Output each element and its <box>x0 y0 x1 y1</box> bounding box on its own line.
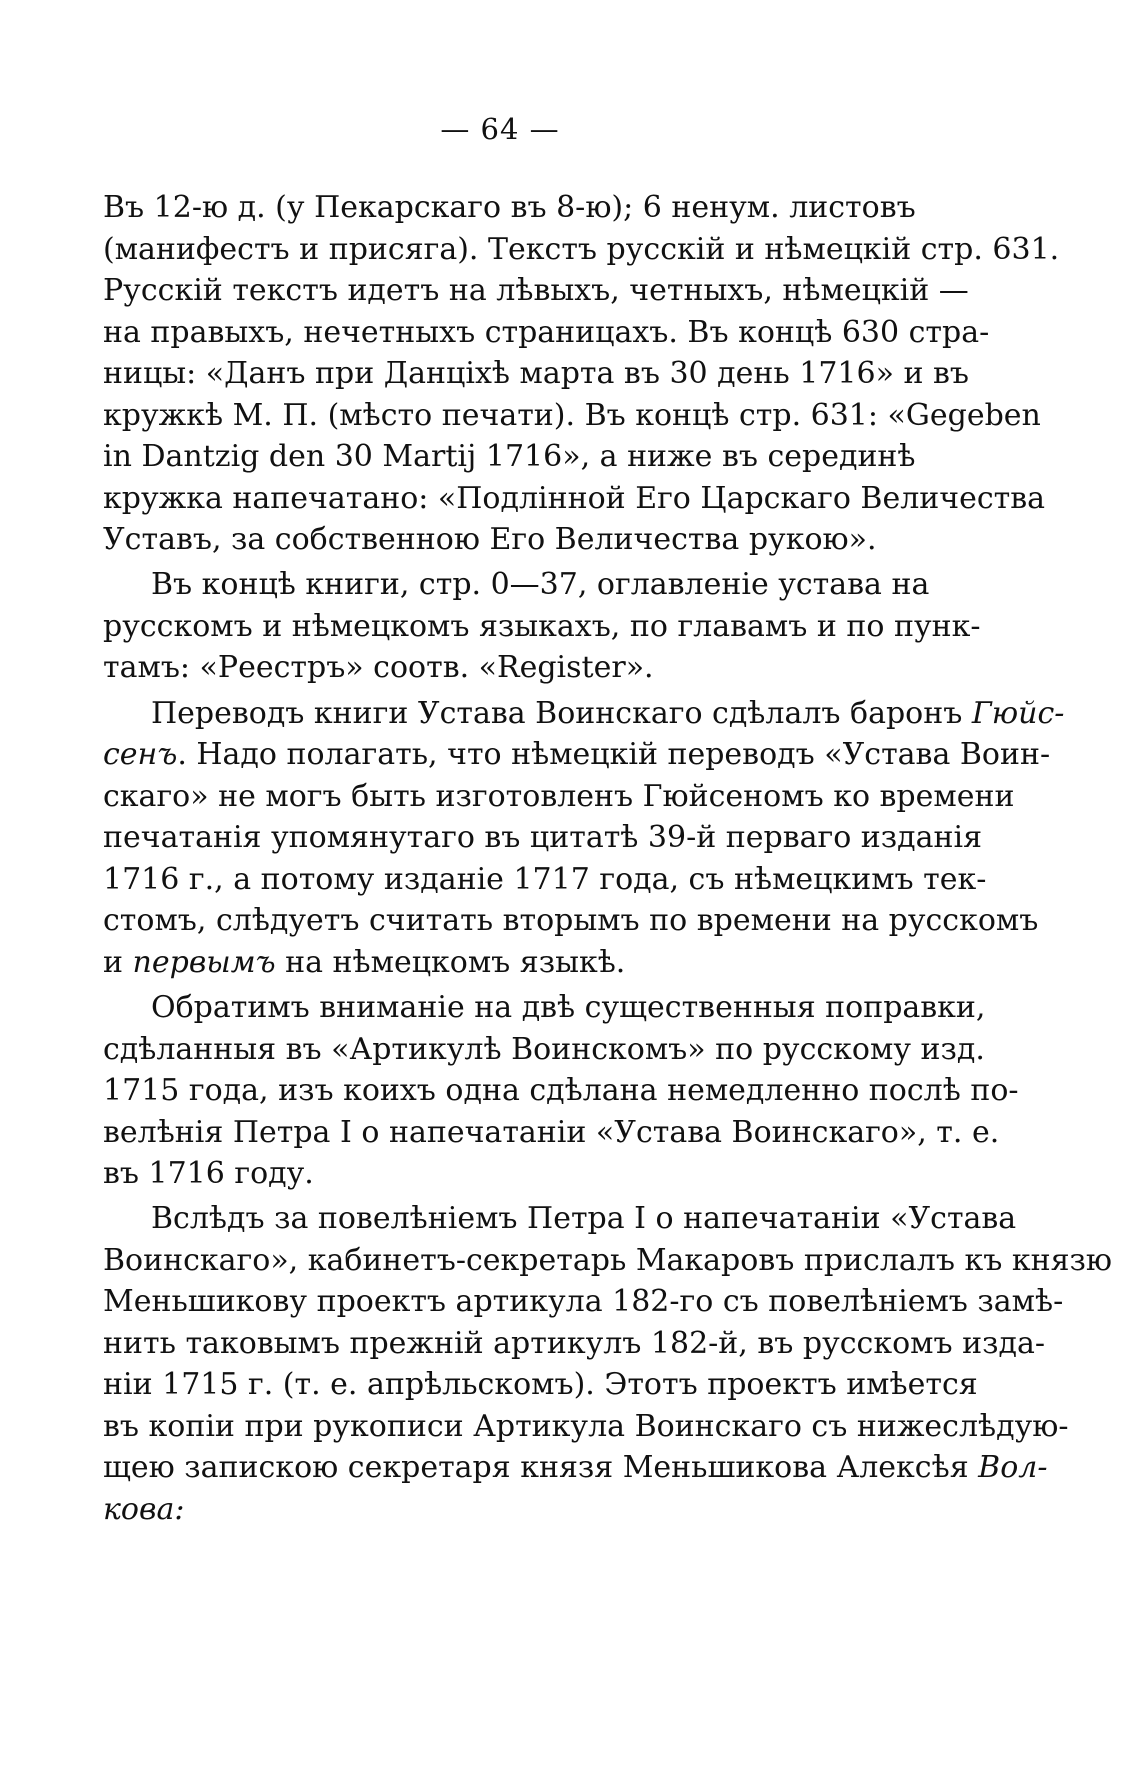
text-segment: . Надо полагать, что нѣмецкій переводъ «Устава Воин- <box>177 737 1051 773</box>
text-line <box>151 692 1065 736</box>
italic-name: Гюйс- <box>971 695 1065 731</box>
page-number: — 64 — <box>440 112 560 146</box>
text-line: (манифестъ и присяга). Текстъ русскій и нѣмецкій стр. 631. <box>103 231 1060 267</box>
text-segment: Переводъ книги Устава Воинскаго сдѣлалъ баронъ <box>151 695 963 731</box>
text-line: кружка напечатано: «Подлінной Его Царскаго Величества <box>103 480 1046 516</box>
text-line: ніи 1715 г. (т. е. апрѣльскомъ). Этотъ проектъ имѣется <box>103 1367 978 1403</box>
text-line: 1715 года, изъ коихъ одна сдѣлана немедленно послѣ по- <box>103 1073 1019 1109</box>
text-line: нить таковымъ прежній артикулъ 182-й, въ русскомъ изда- <box>103 1325 1045 1361</box>
italic-name: Вол- <box>978 1450 1048 1486</box>
text-segment: щею запискою секретаря князя Меньшикова Алексѣя <box>103 1450 969 1486</box>
text-line: Въ 12-ю д. (у Пекарскаго въ 8-ю); 6 ненум. листовъ <box>103 190 916 225</box>
text-line: русскомъ и нѣмецкомъ языкахъ, по главамъ и по пунк- <box>103 608 981 644</box>
text-segment: и <box>103 944 123 980</box>
italic-name: кова: <box>103 1492 185 1527</box>
text-line: Воинскаго», кабинетъ-секретарь Макаровъ прислалъ къ князю <box>103 1242 1112 1278</box>
text-line: сдѣланныя въ «Артикулѣ Воинскомъ» по русскому изд. <box>103 1031 985 1067</box>
text-line: Обратимъ вниманіе на двѣ существенныя поправки, <box>151 990 986 1026</box>
text-line: кружкѣ М. П. (мѣсто печати). Въ концѣ стр. 631: «Gegeben <box>103 397 1041 433</box>
text-line: стомъ, слѣдуетъ считать вторымъ по времени на русскомъ <box>103 903 1039 939</box>
text-line: Русскій текстъ идетъ на лѣвыхъ, четныхъ, нѣмецкій — <box>103 273 969 309</box>
text-segment: на нѣмецкомъ языкѣ. <box>285 944 626 980</box>
text-line <box>103 733 1051 777</box>
text-line: 1716 г., а потому изданіе 1717 года, съ нѣмецкимъ тек- <box>103 861 987 897</box>
text-line: Въ концѣ книги, стр. 0—37, оглавленіе устава на <box>151 567 930 603</box>
text-line: въ копіи при рукописи Артикула Воинскаго съ нижеслѣдую- <box>103 1408 1069 1444</box>
text-line: Уставъ, за собственною Его Величества рукою». <box>103 522 877 558</box>
text-line: на правыхъ, нечетныхъ страницахъ. Въ концѣ 630 стра- <box>103 314 990 350</box>
text-line: печатанія упомянутаго въ цитатѣ 39-й перваго изданія <box>103 820 983 856</box>
text-line: in Dantzig den 30 Martij 1716», а ниже въ серединѣ <box>103 439 916 475</box>
italic-word: первымъ <box>132 944 276 980</box>
text-line: скаго» не могъ быть изготовленъ Гюйсеномъ ко времени <box>103 778 1015 814</box>
text-line <box>103 1446 1048 1490</box>
text-line: Меньшикову проектъ артикула 182-го съ повелѣніемъ замѣ- <box>103 1284 1064 1320</box>
italic-name: сенъ <box>103 737 178 773</box>
text-line: Вслѣдъ за повелѣніемъ Петра I о напечатаніи «Устава <box>151 1201 1017 1237</box>
text-line <box>103 1488 903 1532</box>
text-line: въ 1716 году. <box>103 1156 314 1192</box>
text-line: тамъ: «Реестръ» соотв. «Register». <box>103 650 654 686</box>
text-line: ницы: «Данъ при Данціхѣ марта въ 30 день 1716» и въ <box>103 356 969 392</box>
text-line <box>103 941 903 985</box>
text-line: велѣнія Петра I о напечатаніи «Устава Воинскаго», т. е. <box>103 1114 1000 1150</box>
